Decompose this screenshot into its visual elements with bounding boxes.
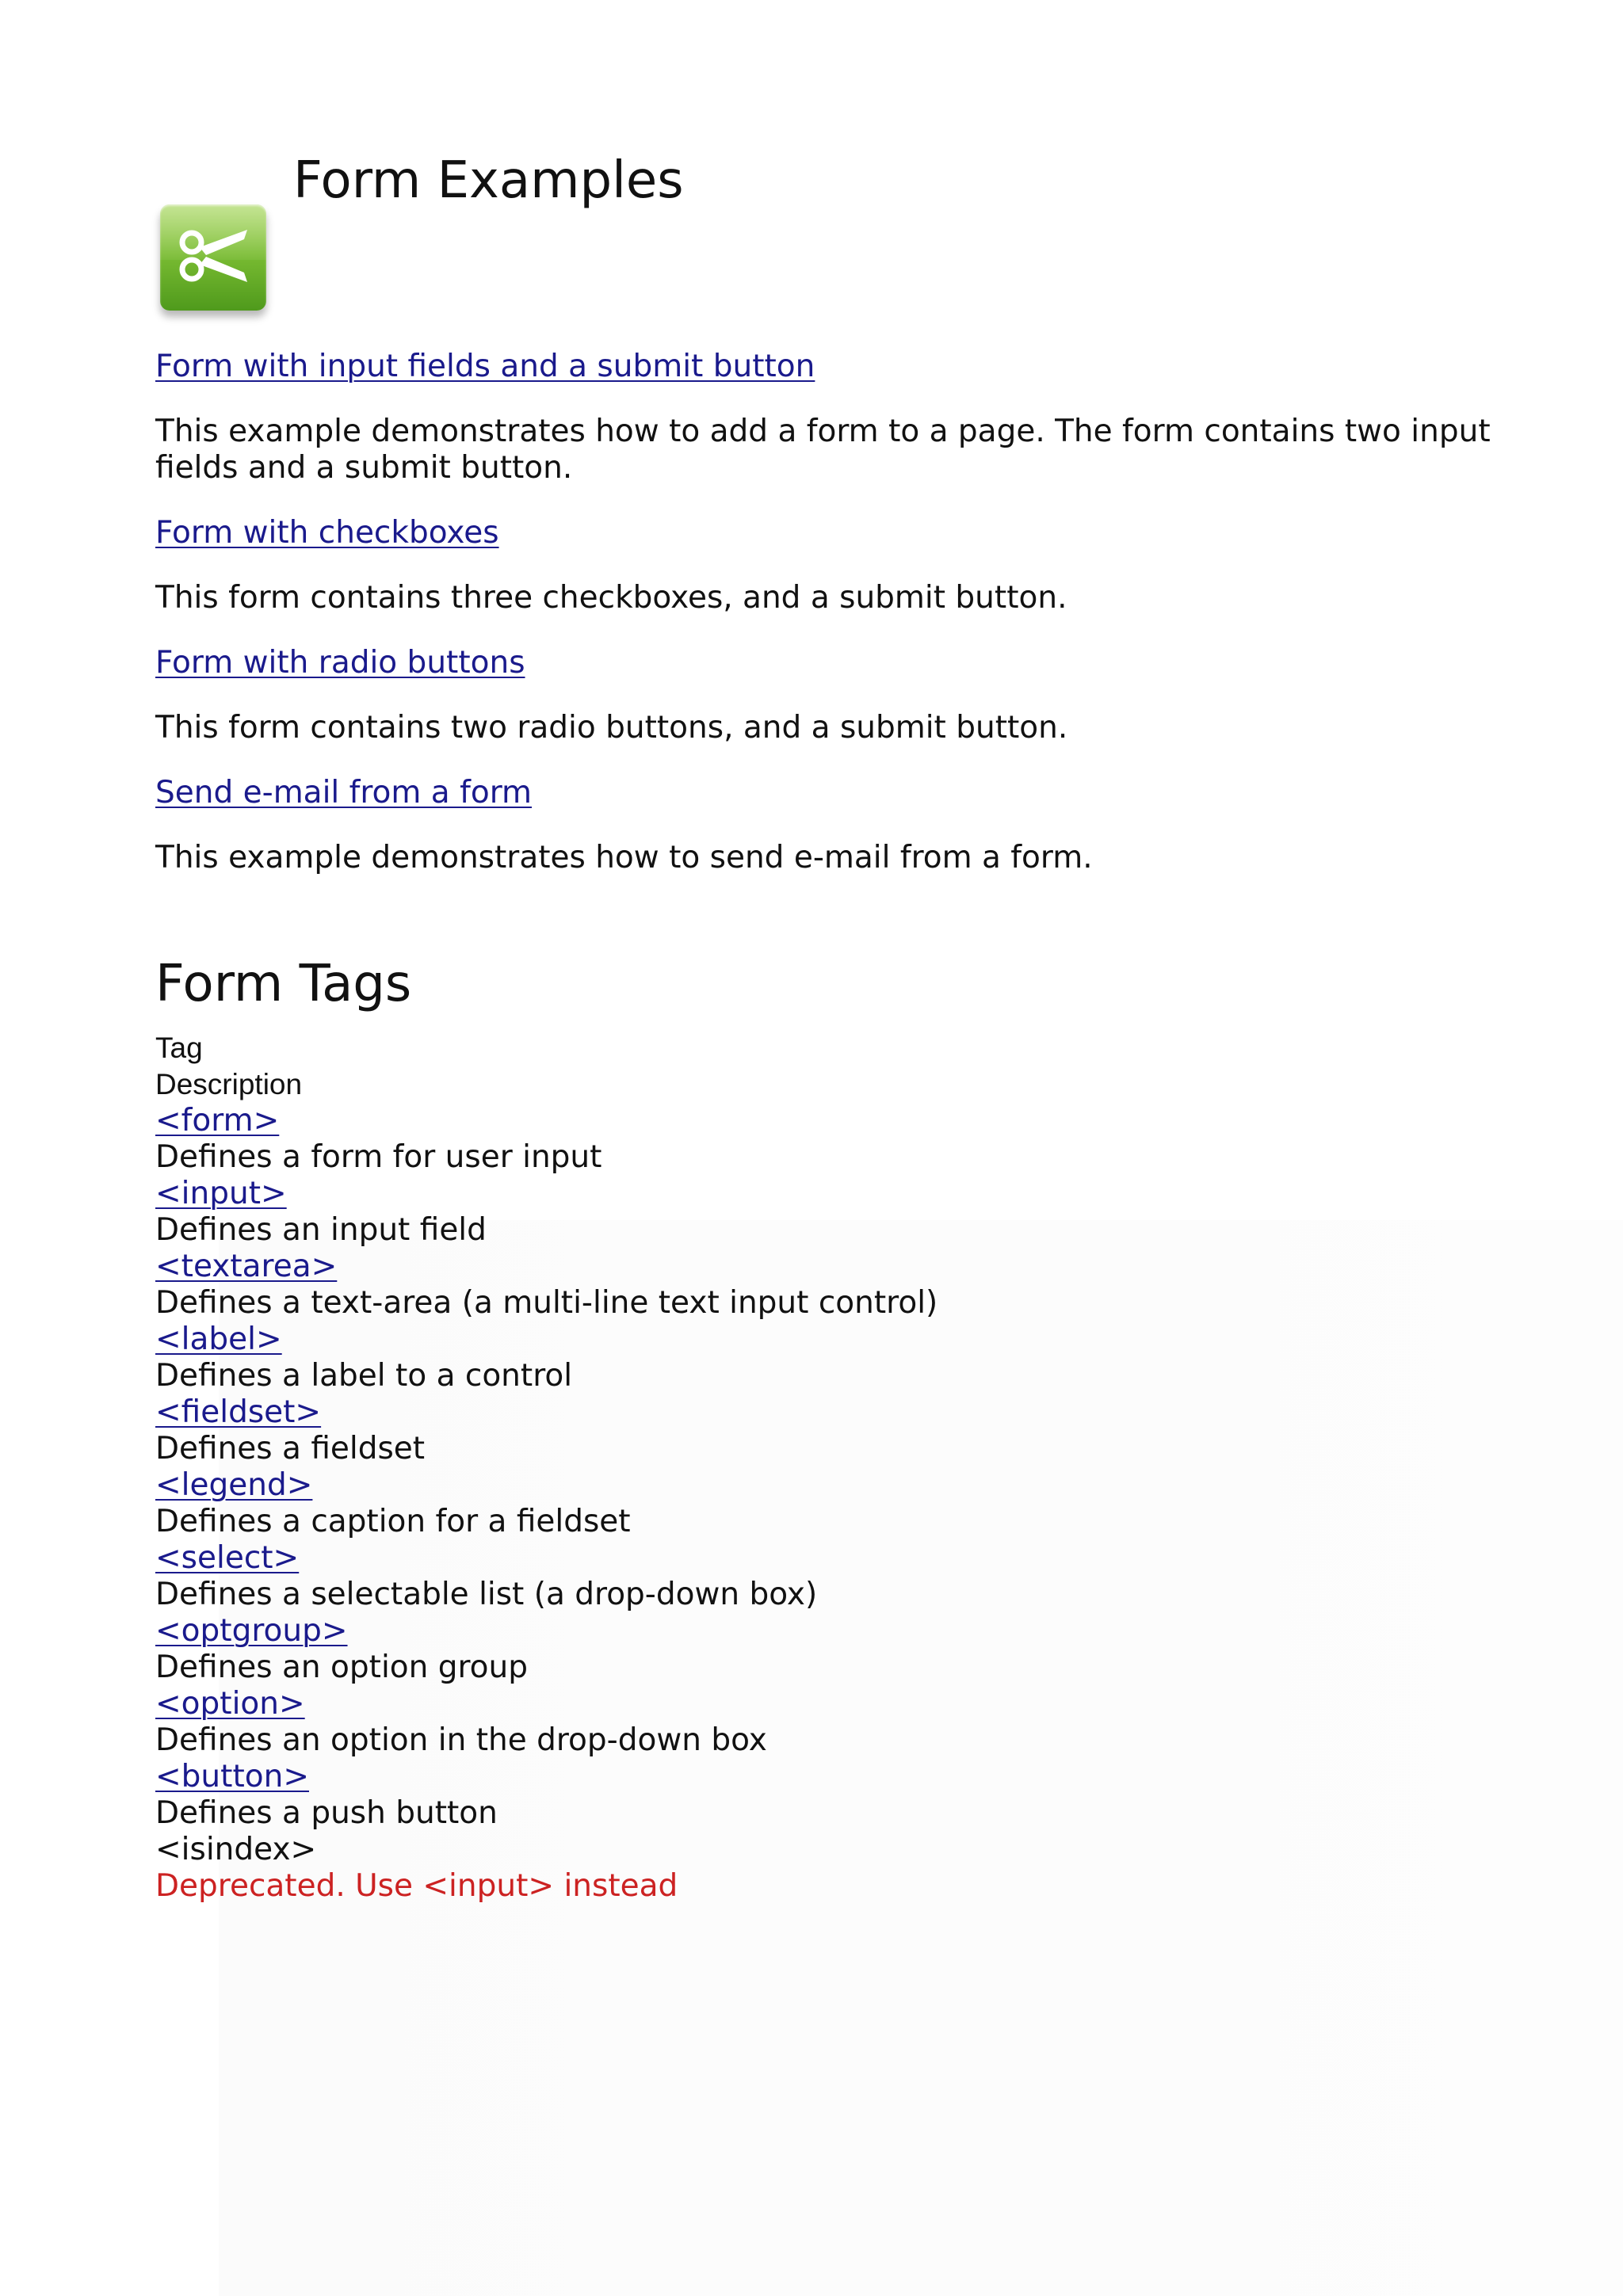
tag-link-legend[interactable]: <legend> bbox=[155, 1467, 313, 1503]
example-link-send-email[interactable]: Send e-mail from a form bbox=[155, 775, 533, 810]
form-tags-table bbox=[155, 1030, 1503, 1905]
page-title: Form Examples bbox=[293, 151, 684, 210]
page-header bbox=[155, 0, 1503, 349]
tag-description: Defines a caption for a fieldset bbox=[155, 1504, 631, 1539]
table-row bbox=[155, 1540, 1503, 1613]
example-description: This example demonstrates how to add a form to a page. The form contains two input fields and a submit button. bbox=[155, 414, 1491, 486]
example-description: This form contains two radio buttons, and a submit button. bbox=[155, 710, 1068, 746]
table-row bbox=[155, 1759, 1503, 1832]
tag-description: Defines an input field bbox=[155, 1212, 487, 1248]
table-header-tag: Tag bbox=[155, 1032, 203, 1064]
table-row bbox=[155, 1249, 1503, 1322]
tag-description: Defines an option group bbox=[155, 1650, 529, 1685]
table-row bbox=[155, 1686, 1503, 1759]
example-item bbox=[155, 645, 1503, 746]
tag-link-form[interactable]: <form> bbox=[155, 1103, 280, 1138]
example-description: This form contains three checkboxes, and a submit button. bbox=[155, 580, 1067, 616]
tag-description: Defines a label to a control bbox=[155, 1358, 573, 1394]
tag-description: Defines a text-area (a multi-line text input control) bbox=[155, 1285, 938, 1321]
table-row bbox=[155, 1613, 1503, 1686]
tag-link-textarea[interactable]: <textarea> bbox=[155, 1249, 338, 1284]
example-item bbox=[155, 775, 1503, 876]
example-link-input-fields[interactable]: Form with input fields and a submit button bbox=[155, 349, 815, 384]
section-title-form-tags: Form Tags bbox=[155, 955, 412, 1013]
table-row bbox=[155, 1103, 1503, 1176]
tag-link-label[interactable]: <label> bbox=[155, 1322, 282, 1357]
tag-link-select[interactable]: <select> bbox=[155, 1540, 300, 1576]
tag-description: Defines an option in the drop-down box bbox=[155, 1722, 767, 1758]
example-item bbox=[155, 349, 1503, 486]
tag-link-option[interactable]: <option> bbox=[155, 1686, 305, 1722]
tag-link-optgroup[interactable]: <optgroup> bbox=[155, 1613, 348, 1649]
table-row bbox=[155, 1176, 1503, 1249]
example-link-radio-buttons[interactable]: Form with radio buttons bbox=[155, 645, 525, 681]
examples-list bbox=[155, 349, 1503, 876]
tag-name-isindex: <isindex> bbox=[155, 1832, 317, 1867]
tag-link-fieldset[interactable]: <fieldset> bbox=[155, 1394, 322, 1430]
table-row bbox=[155, 1394, 1503, 1467]
tag-description: Defines a form for user input bbox=[155, 1139, 602, 1175]
page-content bbox=[155, 0, 1503, 1905]
tag-description: Defines a push button bbox=[155, 1795, 498, 1831]
example-description: This example demonstrates how to send e-mail from a form. bbox=[155, 840, 1093, 875]
deprecated-notice: Deprecated. Use <input> instead bbox=[155, 1868, 678, 1904]
example-item bbox=[155, 515, 1503, 616]
tag-description: Defines a fieldset bbox=[155, 1431, 426, 1466]
tag-link-button[interactable]: <button> bbox=[155, 1759, 309, 1794]
tag-description: Defines a selectable list (a drop-down box) bbox=[155, 1577, 818, 1612]
table-row bbox=[155, 1467, 1503, 1540]
example-link-checkboxes[interactable]: Form with checkboxes bbox=[155, 515, 499, 551]
scissors-icon bbox=[160, 204, 266, 311]
table-row bbox=[155, 1832, 1503, 1905]
tag-link-input[interactable]: <input> bbox=[155, 1176, 287, 1211]
table-header-description: Description bbox=[155, 1068, 303, 1100]
table-row bbox=[155, 1322, 1503, 1394]
